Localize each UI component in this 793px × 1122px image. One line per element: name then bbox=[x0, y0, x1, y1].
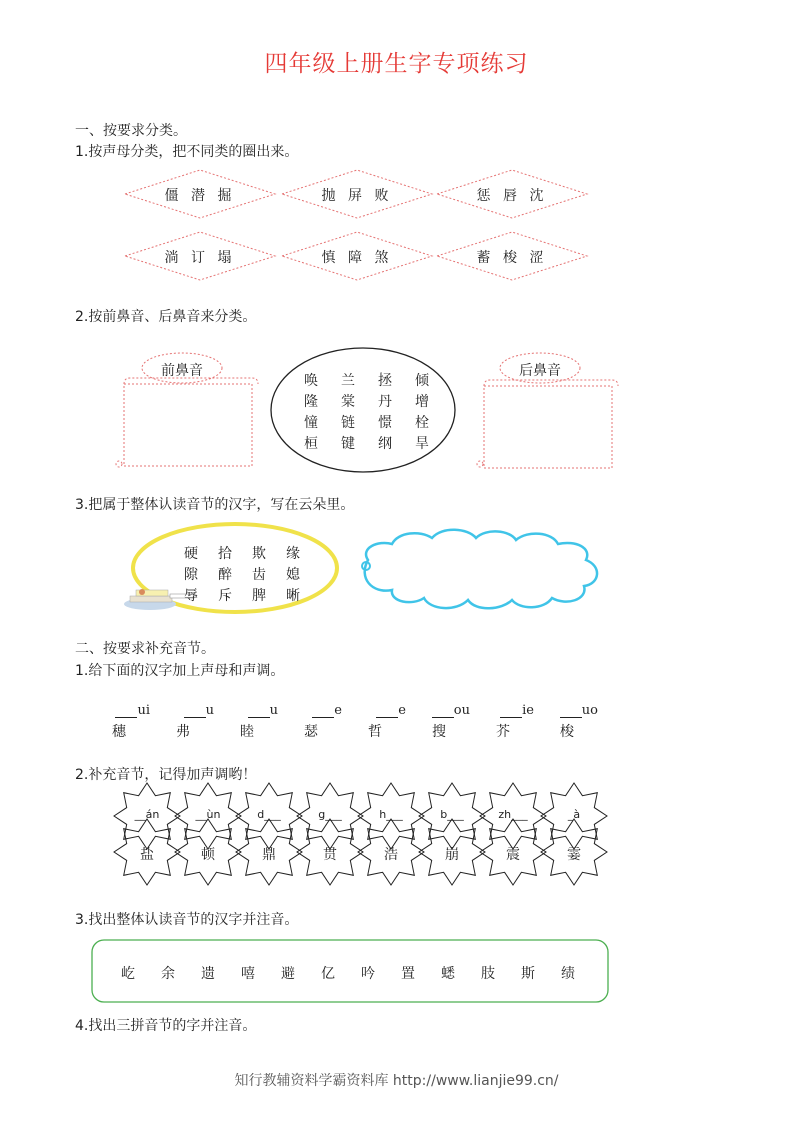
page-title: 四年级上册生字专项练习 bbox=[264, 51, 529, 77]
hanzi: 睦 bbox=[240, 724, 254, 740]
tone-item bbox=[488, 703, 534, 741]
q2-text: 按前鼻音、后鼻音来分类。 bbox=[88, 309, 257, 325]
hanzi: 霎 bbox=[567, 847, 581, 863]
hanzi: 顿 bbox=[201, 847, 215, 863]
pinyin-final: uo bbox=[581, 703, 598, 718]
syllable-word: 缘 bbox=[286, 546, 300, 562]
box-word: 置 bbox=[401, 966, 415, 982]
box-word: 嘻 bbox=[241, 966, 255, 982]
pinyin-final: e bbox=[398, 703, 406, 718]
pinyin-final: ie bbox=[522, 703, 534, 718]
pinyin-blank[interactable]: _à bbox=[567, 808, 581, 821]
back-answer-box bbox=[484, 386, 612, 468]
blank-line[interactable] bbox=[432, 717, 454, 718]
blank-line[interactable] bbox=[376, 717, 398, 718]
footer-text: 知行教辅资料学霸资料库 http://www.lianjie99.cn/ bbox=[234, 1073, 559, 1089]
syllable-word: 斥 bbox=[218, 588, 232, 604]
s2q3-number: 3. bbox=[75, 912, 89, 928]
nasal-word: 隆 bbox=[304, 394, 318, 410]
blank-line[interactable] bbox=[115, 717, 137, 718]
tone-item bbox=[296, 703, 342, 741]
s2q4-text: 找出三拼音节的字并注音。 bbox=[88, 1018, 257, 1034]
nasal-word: 栓 bbox=[415, 415, 429, 431]
syllable-word: 辱 bbox=[184, 588, 198, 604]
group-1: 僵 潜 掘 bbox=[164, 188, 236, 204]
hanzi: 盐 bbox=[140, 847, 154, 863]
pinyin-final: e bbox=[334, 703, 342, 718]
s2q3-text: 找出整体认读音节的汉字并注音。 bbox=[88, 912, 299, 928]
blank-line[interactable] bbox=[560, 717, 582, 718]
s2q1-instruction bbox=[75, 660, 284, 680]
front-answer-box bbox=[124, 384, 252, 466]
hanzi: 瑟 bbox=[304, 724, 318, 740]
pinyin-final: u bbox=[205, 703, 214, 718]
group-6: 蓄 梭 涩 bbox=[476, 250, 548, 266]
box-word: 亿 bbox=[321, 966, 335, 982]
pinyin-blank[interactable]: __ùn bbox=[195, 808, 221, 821]
box-word: 斯 bbox=[521, 966, 535, 982]
hanzi: 贯 bbox=[323, 847, 337, 863]
back-nasal-label: 后鼻音 bbox=[519, 363, 561, 379]
group-4: 淌 订 塌 bbox=[164, 250, 236, 266]
nasal-word: 键 bbox=[341, 436, 355, 452]
nasal-word: 丹 bbox=[378, 394, 392, 410]
pinyin-final: ui bbox=[137, 703, 150, 718]
box-word: 绩 bbox=[561, 966, 575, 982]
syllable-word: 晰 bbox=[286, 588, 300, 604]
nasal-word: 增 bbox=[415, 394, 429, 410]
s2q1-number: 1. bbox=[75, 663, 89, 679]
pinyin-blank[interactable]: __án bbox=[134, 808, 160, 821]
syllable-word: 欺 bbox=[252, 546, 266, 562]
blank-line[interactable] bbox=[500, 717, 522, 718]
syllable-word: 隙 bbox=[184, 567, 198, 583]
syllable-word: 拾 bbox=[218, 546, 232, 562]
pinyin-blank[interactable]: g___ bbox=[318, 808, 342, 821]
box-word: 避 bbox=[281, 966, 295, 982]
syllable-word: 媳 bbox=[286, 567, 300, 583]
section2-heading: 二、按要求补充音节。 bbox=[75, 641, 215, 657]
tone-item bbox=[552, 703, 598, 741]
hanzi: 弗 bbox=[176, 724, 190, 740]
q2-number: 2. bbox=[75, 309, 89, 325]
hanzi: 梭 bbox=[560, 724, 574, 740]
syllable-word: 脾 bbox=[252, 588, 266, 604]
hanzi: 震 bbox=[506, 847, 520, 863]
nasal-word: 憧 bbox=[304, 415, 318, 431]
q1-text: 按声母分类，把不同类的圈出来。 bbox=[88, 144, 299, 160]
s2q2-instruction bbox=[75, 764, 256, 784]
pinyin-blank[interactable]: b___ bbox=[440, 808, 464, 821]
box-word: 屹 bbox=[121, 966, 135, 982]
nasal-word: 链 bbox=[341, 415, 355, 431]
front-nasal-label: 前鼻音 bbox=[161, 363, 203, 379]
group-3: 惩 唇 沈 bbox=[476, 188, 548, 204]
tone-item bbox=[424, 703, 470, 741]
nasal-word: 倾 bbox=[415, 373, 429, 389]
cloud-shape bbox=[365, 530, 597, 609]
hanzi: 搜 bbox=[432, 724, 446, 740]
pinyin-blank[interactable]: h___ bbox=[379, 808, 403, 821]
group-2: 抛 屏 败 bbox=[321, 188, 393, 204]
tone-item bbox=[104, 703, 150, 741]
s2q1-text: 给下面的汉字加上声母和声调。 bbox=[88, 663, 285, 679]
group-5: 慎 障 煞 bbox=[321, 250, 393, 266]
hanzi: 崩 bbox=[445, 847, 459, 863]
tone-item bbox=[232, 703, 278, 741]
blank-line[interactable] bbox=[184, 717, 206, 718]
pinyin-final: u bbox=[269, 703, 278, 718]
s2q2-text: 补充音节，记得加声调哟！ bbox=[88, 767, 257, 783]
syllable-word: 硬 bbox=[184, 546, 198, 562]
box-word: 余 bbox=[161, 966, 175, 982]
syllable-word: 醉 bbox=[218, 567, 232, 583]
nasal-word: 兰 bbox=[341, 373, 355, 389]
star-shapes bbox=[114, 783, 607, 885]
q3-instruction bbox=[75, 494, 354, 514]
hanzi: 哲 bbox=[368, 724, 382, 740]
pinyin-blank[interactable]: d___ bbox=[257, 808, 281, 821]
s2q4-number: 4. bbox=[75, 1018, 89, 1034]
s2q4-instruction bbox=[75, 1015, 256, 1035]
s2q2-number: 2. bbox=[75, 767, 89, 783]
s2q3-instruction bbox=[75, 909, 298, 929]
nasal-word: 棠 bbox=[341, 394, 355, 410]
nasal-word: 唤 bbox=[304, 373, 318, 389]
box-word: 肢 bbox=[481, 966, 495, 982]
blank-line[interactable] bbox=[248, 717, 270, 718]
box-word: 吟 bbox=[361, 966, 375, 982]
q2-instruction bbox=[75, 306, 256, 326]
nasal-word: 旱 bbox=[415, 436, 429, 452]
q1-number: 1. bbox=[75, 144, 89, 160]
hanzi: 穗 bbox=[112, 724, 126, 740]
q3-text: 把属于整体认读音节的汉字，写在云朵里。 bbox=[88, 497, 355, 513]
nasal-word: 纲 bbox=[378, 436, 392, 452]
tone-item bbox=[168, 703, 214, 741]
nasal-word: 拯 bbox=[378, 373, 392, 389]
hanzi: 浩 bbox=[384, 847, 398, 863]
box-word: 蟋 bbox=[441, 966, 455, 982]
pinyin-final: ou bbox=[453, 703, 470, 718]
nasal-word: 憬 bbox=[378, 415, 392, 431]
section1-heading: 一、按要求分类。 bbox=[75, 123, 187, 139]
q3-number: 3. bbox=[75, 497, 89, 513]
blank-line[interactable] bbox=[312, 717, 334, 718]
hanzi: 芥 bbox=[496, 724, 510, 740]
tone-item bbox=[360, 703, 406, 741]
pinyin-blank[interactable]: zh___ bbox=[498, 808, 528, 821]
box-word: 遗 bbox=[201, 966, 215, 982]
nasal-word: 桓 bbox=[304, 436, 318, 452]
syllable-word: 齿 bbox=[252, 567, 266, 583]
hanzi: 鼎 bbox=[262, 847, 276, 863]
